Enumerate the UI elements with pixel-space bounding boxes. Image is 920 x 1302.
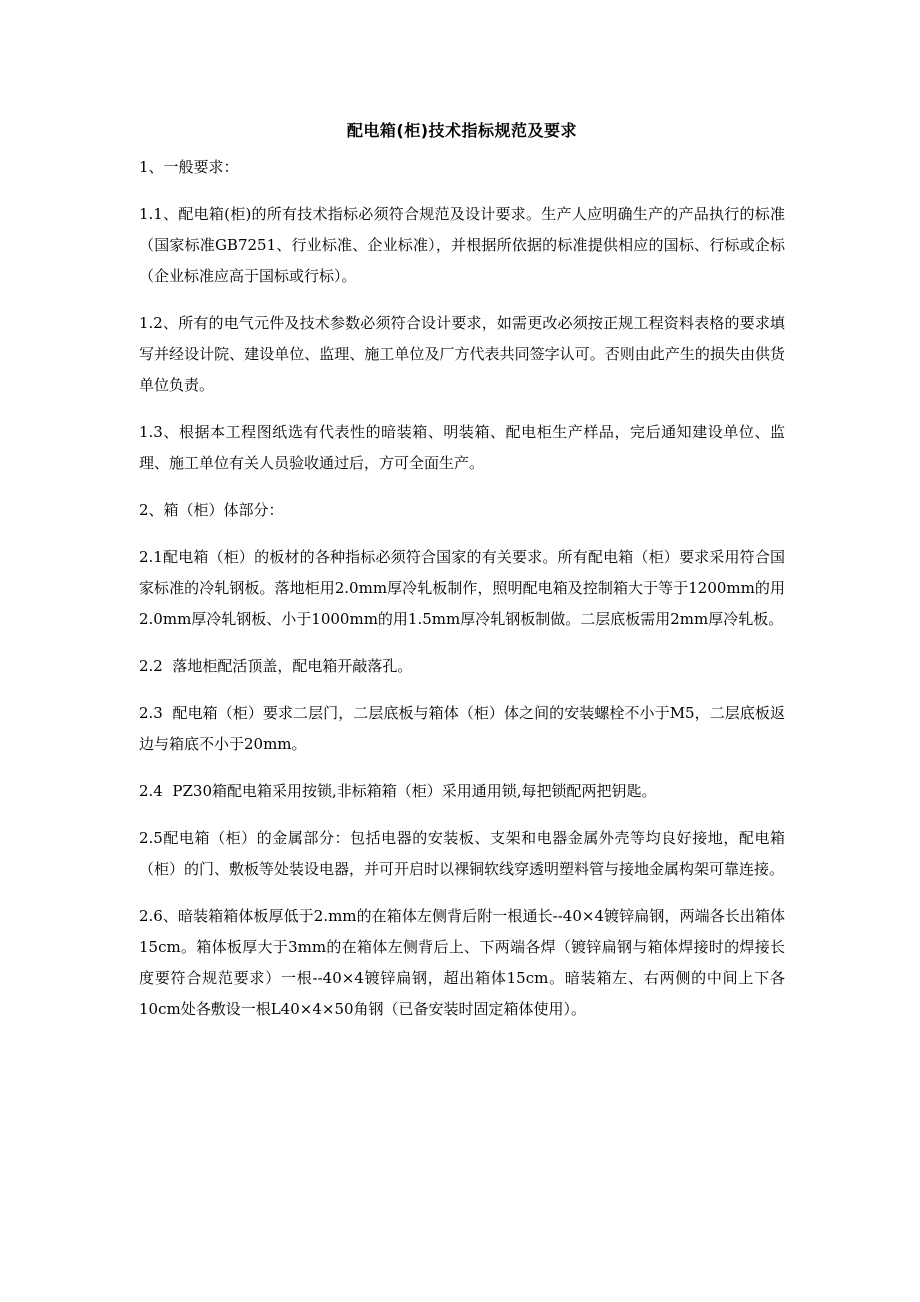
paragraph-2-6: 2.6、暗装箱箱体板厚低于2.mm的在箱体左侧背后附一根通长--40×4镀锌扁钢，两端各长出箱体15cm。箱体板厚大于3mm的在箱体左侧背后上、下两端各焊（镀锌扁钢与箱体焊接时的焊接长度要符合规范要求）一根--40×4镀锌扁钢，超出箱体15cm。暗装箱左、右两侧的中间上下各10cm处各敷设一根L40×4×50角钢（已备安装时固定箱体使用）。 [139, 907, 785, 1018]
document-title: 配电箱(柜)技术指标规范及要求 [346, 121, 578, 140]
paragraph-2-2: 2.2 落地柜配活顶盖，配电箱开敲落孔。 [139, 657, 413, 675]
paragraph-2-3: 2.3 配电箱（柜）要求二层门，二层底板与箱体（柜）体之间的安装螺栓不小于M5，二层底板返边与箱底不小于20mm。 [139, 704, 785, 753]
document-page [139, 119, 785, 1041]
paragraph-1-3: 1.3、根据本工程图纸选有代表性的暗装箱、明装箱、配电柜生产样品，完后通知建设单位、监理、施工单位有关人员验收通过后，方可全面生产。 [139, 423, 785, 472]
paragraph-2-5: 2.5配电箱（柜）的金属部分：包括电器的安装板、支架和电器金属外壳等均良好接地，配电箱（柜）的门、敷板等处装设电器，并可开启时以裸铜软线穿透明塑料管与接地金属构架可靠连接。 [139, 829, 785, 878]
paragraph-2-1: 2.1配电箱（柜）的板材的各种指标必须符合国家的有关要求。所有配电箱（柜）要求采用符合国家标准的冷轧钢板。落地柜用2.0mm厚冷轧板制作，照明配电箱及控制箱大于等于1200mm的用2.0mm厚冷轧钢板、小于1000mm的用1.5mm厚冷轧钢板制做。二层底板需用2mm厚冷轧板。 [139, 548, 785, 628]
section-heading-general: 1、一般要求： [139, 158, 239, 176]
paragraph-1-2: 1.2、所有的电气元件及技术参数必须符合设计要求，如需更改必须按正规工程资料表格的要求填写并经设计院、建设单位、监理、施工单位及厂方代表共同签字认可。否则由此产生的损失由供货单位负责。 [139, 314, 785, 394]
paragraph-2-4: 2.4 PZ30箱配电箱采用按锁,非标箱箱（柜）采用通用锁,每把锁配两把钥匙。 [139, 782, 657, 800]
section-heading-enclosure: 2、箱（柜）体部分： [139, 501, 284, 519]
paragraph-1-1: 1.1、配电箱(柜)的所有技术指标必须符合规范及设计要求。生产人应明确生产的产品执行的标准（国家标准GB7251、行业标准、企业标准），并根据所依据的标准提供相应的国标、行标或企标（企业标准应高于国标或行标）。 [139, 205, 785, 285]
